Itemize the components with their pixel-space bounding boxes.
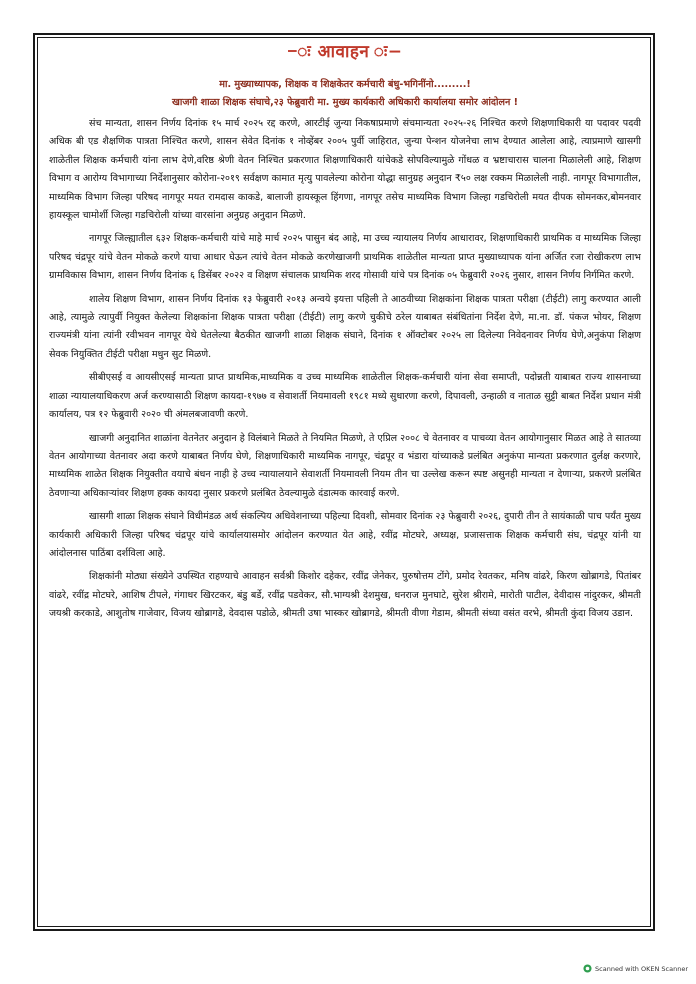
paragraph-demands-sanch-manyata: संच मान्यता, शासन निर्णय दिनांक १५ मार्च २०२५ रद्द करणे, आरटीई जुन्या निकषाप्रमाणे संचमान्यता २०२५-२६ निश्चित करणे शिक्षणाधिकारी या पदावर पदवी अधिक बी एड शैक्षणिक पात्रता निश्चित करणे, शासन सेवेत दिनांक १ नोव्हेंबर २००५ पुर्वी जाहिरात, जुन्या पेन्शन योजनेचा लाभ देण्यात आलेला आहे, त्याप्रमाणे खासगी शाळेतील शिक्षक कर्मचारी यांना लाभ देणे,वरिष्ठ श्रेणी वेतन निश्चित प्रकरणात शिक्षणाधिकारी यांचेकडे सोपविल्यामुळे गोंधळ व भ्रष्टाचारास चालना मिळालेली आहे, शिक्षण विभाग व आरोग्य विभागाच्या निर्देशानुसार कोरोना-२०१९ सर्वक्षण कामात मृत्यु पावलेल्या कोरोना योद्धा सानुग्रह अनुदान ₹५० लक्ष रक्कम मिळालेली नाही. नागपूर विभागातील, माध्यमिक विभाग जिल्हा परिषद नागपूर मयत रामदास काकडे, बालाजी हायस्कूल हिंगणा, नागपूर तसेच माध्यमिक विभाग जिल्हा गडचिरोली मयत दीपक सोमनकर,बोमनवार हायस्कूल चामोर्शी जिल्हा गडचिरोली यांच्या वारसांना अनुग्रह अनुदान मिळणे.	[49, 118, 641, 222]
paragraph-nagpur-salary: नागपूर जिल्ह्यातील ६३२ शिक्षक-कर्मचारी यांचे माहे मार्च २०२५ पासुन बंद आहे, मा उच्च न्यायालय निर्णय आधारावर, शिक्षणाधिकारी प्राथमिक व माध्यमिक जिल्हा परिषद चंद्रपूर यांचे वेतन मोकळे करणे याचा आधार घेऊन त्यांचे वेतन मोकळे करणेखाजगी प्राथमिक शाळेतील मान्यता प्राप्त मुख्याध्यापक यांना अर्जित रजा रोखीकरण लाभ ग्रामविकास विभाग, शासन निर्णय दिनांक ६ डिसेंबर २०२२ व शिक्षण संचालक प्राथमिक शरद गोसावी यांचे पत्र दिनांक ०५ फेब्रुवारी २०२६ नुसार, शासन निर्णय निर्गमित करणे.	[49, 233, 641, 282]
scanner-watermark	[583, 964, 688, 973]
document-border	[33, 33, 655, 931]
salutation-line: मा. मुख्याध्यापक, शिक्षक व शिक्षकेतर कर्मचारी बंधु-भगिनींनो.........!	[219, 79, 471, 90]
appeal-heading: −ः आवाहन ः−	[287, 42, 403, 62]
paragraph-tet-exam: शालेय शिक्षण विभाग, शासन निर्णय दिनांक १३ फेब्रुवारी २०१३ अन्वये इयत्ता पहिली ते आठवीच्या शिक्षकांना शिक्षक पात्रता परीक्षा (टीईटी) लागु करण्यात आली आहे, त्यामुळे त्यापुर्वी नियुक्त केलेल्या शिक्षकांना शिक्षक पात्रता परीक्षा (टीईटी) लागु करणे चुकीचे ठरेल याबाबत संबंधितांना निर्देश देणे, मा.ना. डॉ. पंकज भोयर, शिक्षण राज्यमंत्री यांना त्यांनी रवीभवन नागपूर येथे घेतलेल्या बैठकीत खाजगी शाळा शिक्षक संघाने, दिनांक १ ऑक्टोबर २०२५ ला दिलेल्या निवेदनावर निर्णय घेणे,अनुकंपा शिक्षण सेवक नियुक्तित टीईटी परीक्षा मधुन सुट मिळणे.	[49, 293, 641, 360]
paragraph-appeal-signatories: शिक्षकांनी मोठ्या संख्येने उपस्थित राहण्याचे आवाहन सर्वश्री किशोर दहेकर, रवींद्र जेनेकर, पुरुषोत्तम टोंगे, प्रमोद रेवतकर, मनिष वांढरे, किरण खोब्रागडे, पितांबर वांढरे, रवींद्र मोटघरे, आशिष टीपले, गंगाधर खिरटकर, बंडु बर्डे, रवींद्र पडवेकर, सौ.भाग्यश्री देशमुख, धनराज मुनघाटे, सुरेश श्रीरामे, मारोती पाटील, देवीदास नांदुरकर, श्रीमती जयश्री करकाडे, आशुतोष गाजेवार, विजय खोब्रागडे, देवदास पडोळे, श्रीमती उषा भास्कर खोब्रागडे, श्रीमती वीणा गेडाम, श्रीमती संध्या वसंत वरभे, श्रीमती कुंदा विजय उडान.	[49, 571, 641, 620]
document-content	[49, 41, 641, 624]
paragraph-cbse-icse: सीबीएसई व आयसीएसई मान्यता प्राप्त प्राथमिक,माध्यमिक व उच्च माध्यमिक शाळेतील शिक्षक-कर्मचारी यांना सेवा समाप्ती, पदोन्नती याबाबत राज्य शासनाच्या शाळा न्यायालयाधिकरण अर्ज करण्यासाठी शिक्षण कायदा-१९७७ व सेवाशर्ती नियमावली १९८१ मध्ये सुधारणा करणे, दिपावली, उन्हाळी व नाताळ सुट्टी बाबत निर्देश प्रधान मंत्री कार्यालय, पत्र १२ फेब्रुवारी २०२० ची अंमलबजावणी करणे.	[49, 372, 641, 421]
paragraph-protest-details: खासगी शाळा शिक्षक संघाने विधीमंडळ अर्थ संकल्पिय अधिवेशनाच्या पहिल्या दिवशी, सोमवार दिनांक २३ फेब्रुवारी २०२६, दुपारी तीन ते सायंकाळी पाच पर्यंत मुख्य कार्यकारी अधिकारी जिल्हा परिषद चंद्रपूर यांचे कार्यालयासमोर आंदोलन करण्यात येत आहे, रवींद्र मोटघरे, अध्यक्ष, प्रजासत्ताक शिक्षक कर्मचारी संघ, चंद्रपूर यांनी या आंदोलनास पाठिंबा दर्शविला आहे.	[49, 511, 641, 559]
scanner-text: Scanned with OKEN Scanner	[595, 964, 688, 973]
scanner-logo-icon	[583, 964, 592, 973]
paragraph-grant-delay: खाजगी अनुदानित शाळांना वेतनेतर अनुदान हे विलंबाने मिळते ते नियमित मिळणे, ते एप्रिल २००८ चे वेतनावर व पाचव्या वेतन आयोगानुसार मिळत आहे ते सातव्या वेतन आयोगाच्या वेतनावर अदा करणे याबाबत निर्णय घेणे, शिक्षणाधिकारी माध्यमिक नागपूर, चंद्रपूर व भंडारा यांच्याकडे प्रलंबित अनुकंपा मान्यता प्रकरणात दुर्लक्ष करणारे, माध्यमिक शाळेत शिक्षक नियुक्तीत वयाचे बंधन नाही हे उच्च न्यायालयाने सेवाशर्ती नियमावली नियम तीन चा उल्लेख करून स्पष्ट असुनही मान्यता न देणाऱ्या, प्रकरणे प्रलंबित ठेवणाऱ्या अधिकाऱ्यांवर शिक्षण हक्क कायदा नुसार प्रकरणे प्रलंबित ठेवल्यामुळे दंडात्मक कारवाई करणे.	[49, 432, 641, 499]
protest-title-line: खाजगी शाळा शिक्षक संघाचे,२३ फेब्रुवारी मा. मुख्य कार्यकारी अधिकारी कार्यालया समोर आंदोलन !	[171, 97, 519, 108]
